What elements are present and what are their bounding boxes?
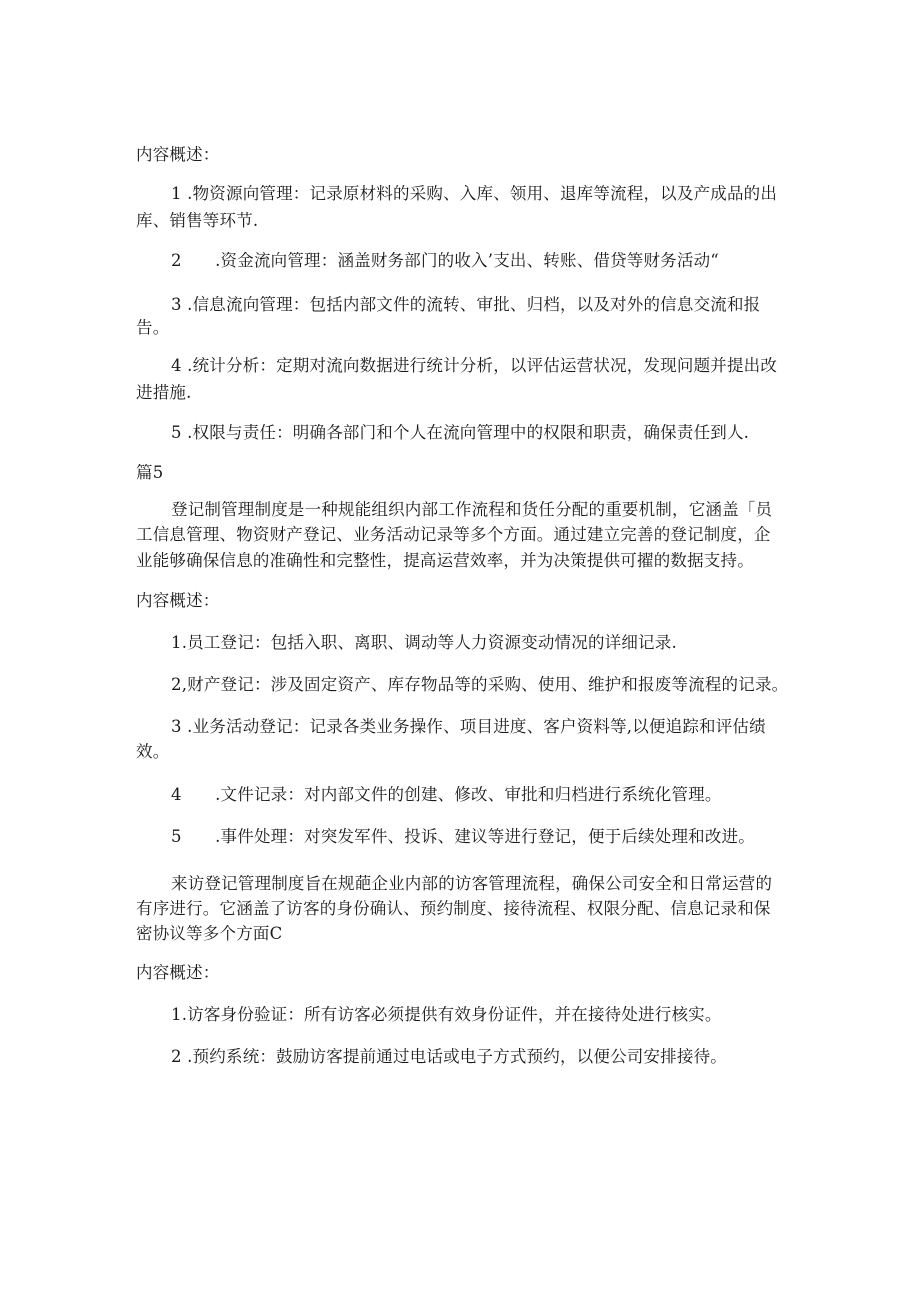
section-title: 篇5 (136, 463, 164, 482)
list-item-line: 进措施. (136, 383, 192, 402)
paragraph-line: 登记制管理制度是一种规能组织内部工作流程和货任分配的重要机制，它涵盖「员 (171, 500, 773, 519)
paragraph-line: 有序进行。它涵盖了访客的身份确认、预约制度、接待流程、权限分配、信息记录和保 (136, 899, 771, 918)
list-item-line: 4 .统计分析：定期对流向数据进行统计分析，以评估运营状况，发现问题并提出改 (171, 356, 778, 375)
list-item: 5 .事件处理：对突发军件、投诉、建议等进行登记，便于后续处理和改进。 (171, 827, 755, 846)
paragraph-line: 密协议等多个方面C (136, 924, 283, 943)
list-item-line: 3 .业务活动登记：记录各类业务操作、项目进度、客户资料等,以便追踪和评估绩 (171, 717, 766, 736)
list-item-line: 3 .信息流向管理：包括内部文件的流转、审批、归档，以及对外的信息交流和报 (171, 295, 761, 314)
list-item: 2,财产登记：涉及固定资产、库存物品等的采购、使用、维护和报废等流程的记录。 (171, 675, 789, 694)
list-item-line: 库、销售等环节. (136, 211, 259, 230)
list-item: 1.访客身份验证：所有访客必须提供有效身份证件，并在接待处进行核实。 (171, 1005, 722, 1024)
list-item: 5 .权限与责任：明确各部门和个人在流向管理中的权限和职责，确保责任到人. (171, 423, 750, 442)
paragraph-line: 工信息管理、物资财产登记、业务活动记录等多个方面。通过建立完善的登记制度，企 (136, 525, 771, 544)
list-item: 4 .文件记录：对内部文件的创建、修改、审批和归档进行系统化管理。 (171, 785, 722, 804)
list-item-line: 1 .物资源向管理：记录原材料的采购、入库、领用、退库等流程，以及产成品的出 (171, 184, 778, 203)
list-item-line: 告。 (136, 318, 170, 337)
paragraph-line: 来访登记管理制度旨在规葩企业内部的访客管理流程，确保公司安全和日常运营的 (171, 874, 773, 893)
section-heading: 内容概述： (136, 963, 220, 982)
section-heading: 内容概述： (136, 591, 220, 610)
list-item: 2 .预约系统：鼓励访客提前通过电话或电子方式预约，以便公司安排接待。 (171, 1047, 727, 1066)
list-item-line: 效。 (136, 742, 170, 761)
section-heading: 内容概述： (136, 145, 220, 164)
list-item: 2 .资金流向管理：涵盖财务部门的收入’支出、转账、借贷等财务活动“ (171, 251, 719, 270)
list-item: 1.员工登记：包括入职、离职、调动等人力资源变动情况的详细记录. (171, 633, 677, 652)
paragraph-line: 业能够确保信息的准确性和完整性，提高运营效率，并为决策提供可擢的数据支持。 (136, 551, 754, 570)
